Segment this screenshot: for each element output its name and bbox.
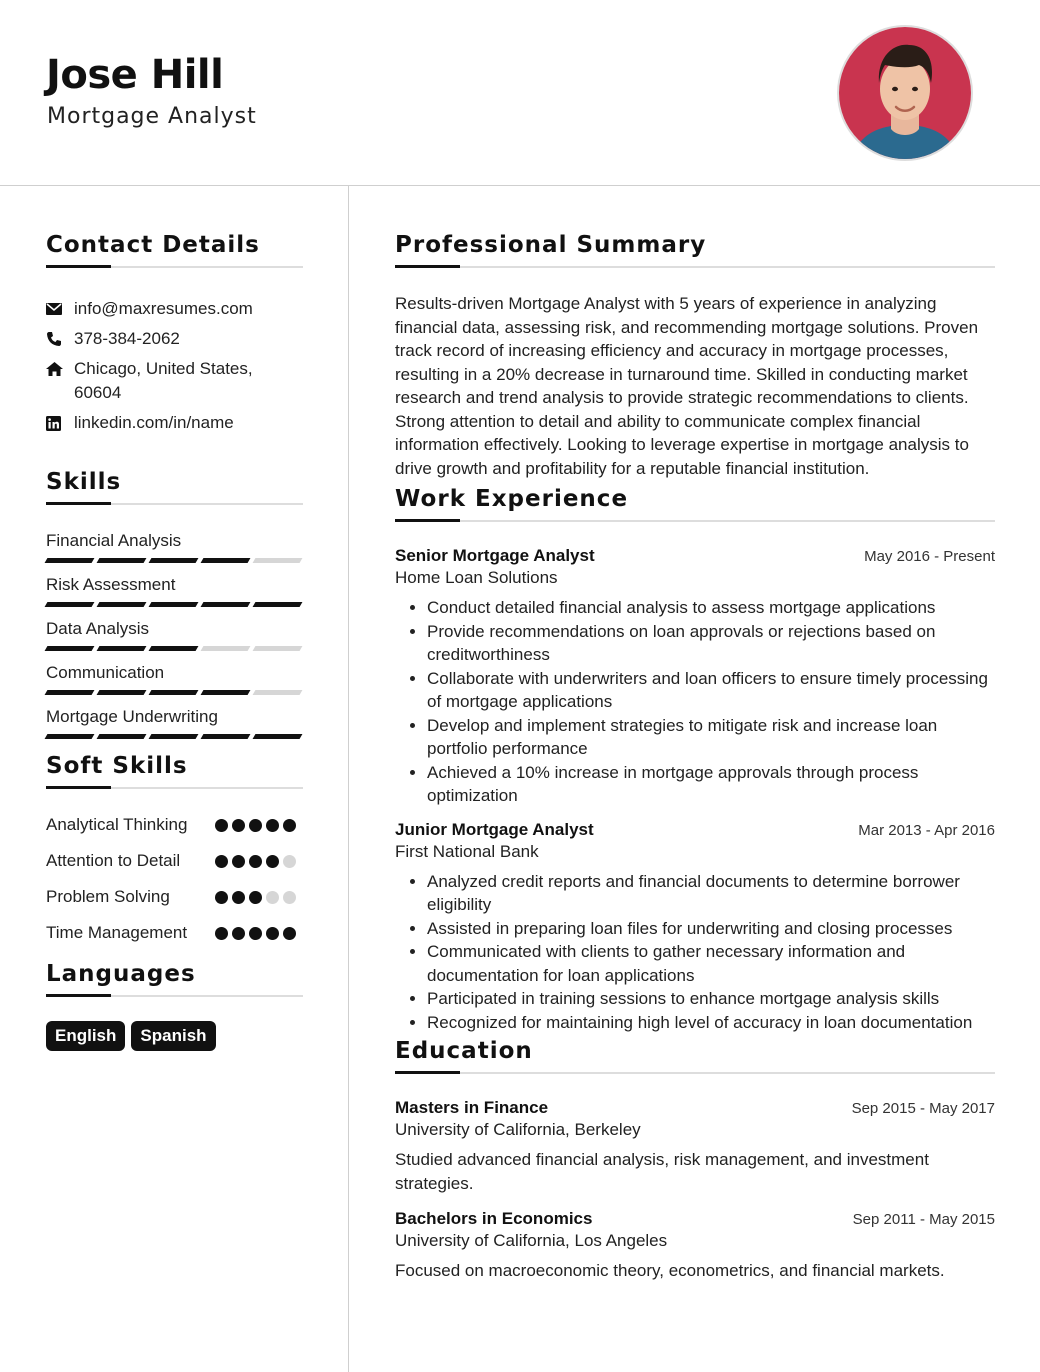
skill-level-segment bbox=[97, 690, 147, 695]
skill-level-segment bbox=[45, 646, 95, 651]
skill-level-segment bbox=[45, 690, 95, 695]
language-tag: English bbox=[46, 1021, 125, 1051]
soft-skill-name: Time Management bbox=[46, 923, 188, 942]
soft-skill-rating bbox=[215, 921, 303, 951]
job-bullet: • Recognized for maintaining high level of accuracy in loan documentation bbox=[427, 1011, 995, 1035]
school-name: University of California, Berkeley bbox=[395, 1120, 641, 1139]
job-bullet: • Provide recommendations on loan approvals or rejections based on creditworthiness bbox=[427, 620, 995, 667]
education-entry bbox=[395, 1209, 995, 1283]
job-bullet: • Analyzed credit reports and financial documents to determine borrower eligibility bbox=[427, 870, 995, 917]
school-name: University of California, Los Angeles bbox=[395, 1231, 668, 1250]
degree-title: Masters in Finance bbox=[395, 1098, 549, 1117]
envelope-icon bbox=[46, 297, 74, 321]
contact-section bbox=[46, 232, 303, 435]
contact-list bbox=[46, 297, 303, 435]
skill-level-bars bbox=[46, 602, 303, 607]
soft-skills-section bbox=[46, 753, 303, 951]
skill-name: Data Analysis bbox=[46, 619, 149, 638]
resume-header bbox=[0, 0, 1040, 186]
education-date: Sep 2011 - May 2015 bbox=[852, 1211, 995, 1228]
job-bullet: • Assisted in preparing loan files for underwriting and closing processes bbox=[427, 917, 995, 941]
candidate-role: Mortgage Analyst bbox=[47, 104, 257, 129]
job-title: Senior Mortgage Analyst bbox=[395, 546, 595, 565]
skill-level-segment bbox=[97, 558, 147, 563]
contact-email[interactable] bbox=[46, 297, 303, 321]
contact-linkedin-text: linkedin.com/in/name bbox=[74, 413, 234, 432]
skill-level-bars bbox=[46, 734, 303, 739]
rating-dot bbox=[249, 855, 262, 868]
soft-skills-title: Soft Skills bbox=[46, 753, 188, 779]
rating-dot bbox=[266, 819, 279, 832]
skill-level-segment bbox=[45, 602, 95, 607]
contact-phone-text: 378-384-2062 bbox=[74, 329, 180, 348]
skill-item bbox=[46, 574, 303, 607]
soft-skill-item bbox=[46, 813, 303, 843]
skill-item bbox=[46, 662, 303, 695]
skill-level-segment bbox=[45, 558, 95, 563]
experience-title: Work Experience bbox=[395, 486, 629, 512]
rating-dot bbox=[249, 927, 262, 940]
skill-level-segment bbox=[97, 602, 147, 607]
job-date: Mar 2013 - Apr 2016 bbox=[858, 821, 995, 839]
job-title: Junior Mortgage Analyst bbox=[395, 819, 594, 839]
skills-list bbox=[46, 530, 303, 739]
section-rule bbox=[46, 503, 303, 505]
skill-level-bars bbox=[46, 690, 303, 695]
soft-skill-name: Analytical Thinking bbox=[46, 815, 188, 834]
section-rule bbox=[395, 1072, 995, 1074]
contact-linkedin[interactable] bbox=[46, 411, 303, 435]
education-title: Education bbox=[395, 1038, 533, 1064]
rating-dot bbox=[283, 891, 296, 904]
skill-level-segment bbox=[201, 558, 251, 563]
skill-item bbox=[46, 530, 303, 563]
rating-dot bbox=[266, 855, 279, 868]
skill-level-segment bbox=[253, 646, 303, 651]
rating-dot bbox=[249, 819, 262, 832]
rating-dot bbox=[215, 855, 228, 868]
summary-text: Results-driven Mortgage Analyst with 5 years of experience in analyzing financial data, assessing risk, and recommending mortgage solutions. Proven track record of increasing efficiency and accuracy in mortgage processes, resulting in a 20% decrease in turnaround time. Skilled in conducting market research and trend analysis to provide strategic recommendations to clients. Strong attention to detail and ability to communicate complex financial information effectively. Looking to leverage expertise in mortgage analysis to drive growth and profitability for a reputable financial institution. bbox=[395, 294, 979, 478]
education-date: Sep 2015 - May 2017 bbox=[851, 1100, 995, 1117]
section-rule bbox=[395, 520, 995, 522]
skill-level-segment bbox=[149, 646, 199, 651]
rating-dot bbox=[232, 891, 245, 904]
skill-level-bars bbox=[46, 558, 303, 563]
summary-section bbox=[395, 232, 995, 480]
rating-dot bbox=[215, 891, 228, 904]
education-section bbox=[395, 1038, 995, 1283]
rating-dot bbox=[266, 927, 279, 940]
skill-name: Mortgage Underwriting bbox=[46, 707, 218, 726]
phone-icon bbox=[46, 327, 74, 351]
degree-title: Bachelors in Economics bbox=[395, 1209, 593, 1228]
skill-level-segment bbox=[97, 734, 147, 739]
right-column bbox=[395, 186, 995, 1283]
rating-dot bbox=[266, 891, 279, 904]
education-entry bbox=[395, 1098, 995, 1195]
job-bullets bbox=[395, 596, 995, 808]
skill-level-segment bbox=[149, 734, 199, 739]
skill-name: Financial Analysis bbox=[46, 531, 182, 550]
job-bullet: • Collaborate with underwriters and loan officers to ensure timely processing of mortgage applications bbox=[427, 667, 995, 714]
skill-name: Communication bbox=[46, 663, 165, 682]
languages-title: Languages bbox=[46, 961, 196, 987]
rating-dot bbox=[232, 927, 245, 940]
linkedin-icon bbox=[46, 411, 74, 435]
skill-level-bars bbox=[46, 646, 303, 651]
rating-dot bbox=[215, 819, 228, 832]
contact-email-text: info@maxresumes.com bbox=[74, 299, 253, 318]
skill-level-segment bbox=[201, 602, 251, 607]
soft-skills-list bbox=[46, 813, 303, 951]
summary-title: Professional Summary bbox=[395, 232, 707, 258]
soft-skill-rating bbox=[215, 885, 303, 915]
rating-dot bbox=[232, 855, 245, 868]
soft-skill-item bbox=[46, 921, 303, 951]
contact-address bbox=[46, 357, 303, 405]
home-icon bbox=[46, 357, 74, 381]
left-column bbox=[46, 186, 303, 1051]
languages-section bbox=[46, 961, 303, 1051]
skill-level-segment bbox=[253, 690, 303, 695]
soft-skill-name: Problem Solving bbox=[46, 887, 170, 906]
contact-title: Contact Details bbox=[46, 232, 260, 258]
skill-name: Risk Assessment bbox=[46, 575, 176, 594]
job-company: Home Loan Solutions bbox=[395, 568, 558, 587]
education-desc: Focused on macroeconomic theory, econometrics, and financial markets. bbox=[395, 1261, 945, 1280]
rating-dot bbox=[283, 855, 296, 868]
skill-level-segment bbox=[253, 602, 303, 607]
skill-level-segment bbox=[201, 690, 251, 695]
soft-skill-rating bbox=[215, 849, 303, 879]
job-bullet: • Participated in training sessions to enhance mortgage analysis skills bbox=[427, 987, 995, 1011]
skill-level-segment bbox=[201, 646, 251, 651]
skill-level-segment bbox=[149, 690, 199, 695]
soft-skill-item bbox=[46, 849, 303, 879]
person-avatar-icon bbox=[839, 27, 971, 159]
section-rule bbox=[46, 266, 303, 268]
skill-item bbox=[46, 618, 303, 651]
job-company: First National Bank bbox=[395, 841, 539, 861]
contact-phone[interactable] bbox=[46, 327, 303, 351]
job-bullet: • Conduct detailed financial analysis to assess mortgage applications bbox=[427, 596, 995, 620]
language-tag: Spanish bbox=[131, 1021, 215, 1051]
skill-level-segment bbox=[253, 734, 303, 739]
skill-level-segment bbox=[149, 558, 199, 563]
job-bullet: • Communicated with clients to gather necessary information and documentation for loan applications bbox=[427, 940, 995, 987]
section-rule bbox=[46, 995, 303, 997]
job-bullet: • Achieved a 10% increase in mortgage approvals through process optimization bbox=[427, 761, 995, 808]
rating-dot bbox=[249, 891, 262, 904]
soft-skill-name: Attention to Detail bbox=[46, 851, 181, 870]
contact-address-text: Chicago, United States, 60604 bbox=[74, 359, 253, 402]
education-desc: Studied advanced financial analysis, risk management, and investment strategies. bbox=[395, 1150, 929, 1193]
skill-level-segment bbox=[253, 558, 303, 563]
skill-level-segment bbox=[149, 602, 199, 607]
rating-dot bbox=[232, 819, 245, 832]
skill-level-segment bbox=[201, 734, 251, 739]
skill-level-segment bbox=[97, 646, 147, 651]
soft-skill-item bbox=[46, 885, 303, 915]
job-entry bbox=[395, 546, 995, 808]
soft-skill-rating bbox=[215, 813, 303, 843]
rating-dot bbox=[215, 927, 228, 940]
skills-title: Skills bbox=[46, 469, 122, 495]
column-divider bbox=[348, 186, 349, 1372]
job-bullets bbox=[395, 870, 995, 1035]
experience-section bbox=[395, 486, 995, 1034]
job-date: May 2016 - Present bbox=[864, 548, 995, 565]
candidate-name: Jose Hill bbox=[46, 52, 224, 98]
skills-section bbox=[46, 469, 303, 739]
job-bullet: • Develop and implement strategies to mitigate risk and increase loan portfolio performance bbox=[427, 714, 995, 761]
skill-item bbox=[46, 706, 303, 739]
section-rule bbox=[395, 266, 995, 268]
profile-photo bbox=[837, 25, 973, 161]
job-entry bbox=[395, 820, 995, 1035]
rating-dot bbox=[283, 927, 296, 940]
skill-level-segment bbox=[45, 734, 95, 739]
section-rule bbox=[46, 787, 303, 789]
rating-dot bbox=[283, 819, 296, 832]
language-tags bbox=[46, 1021, 303, 1051]
